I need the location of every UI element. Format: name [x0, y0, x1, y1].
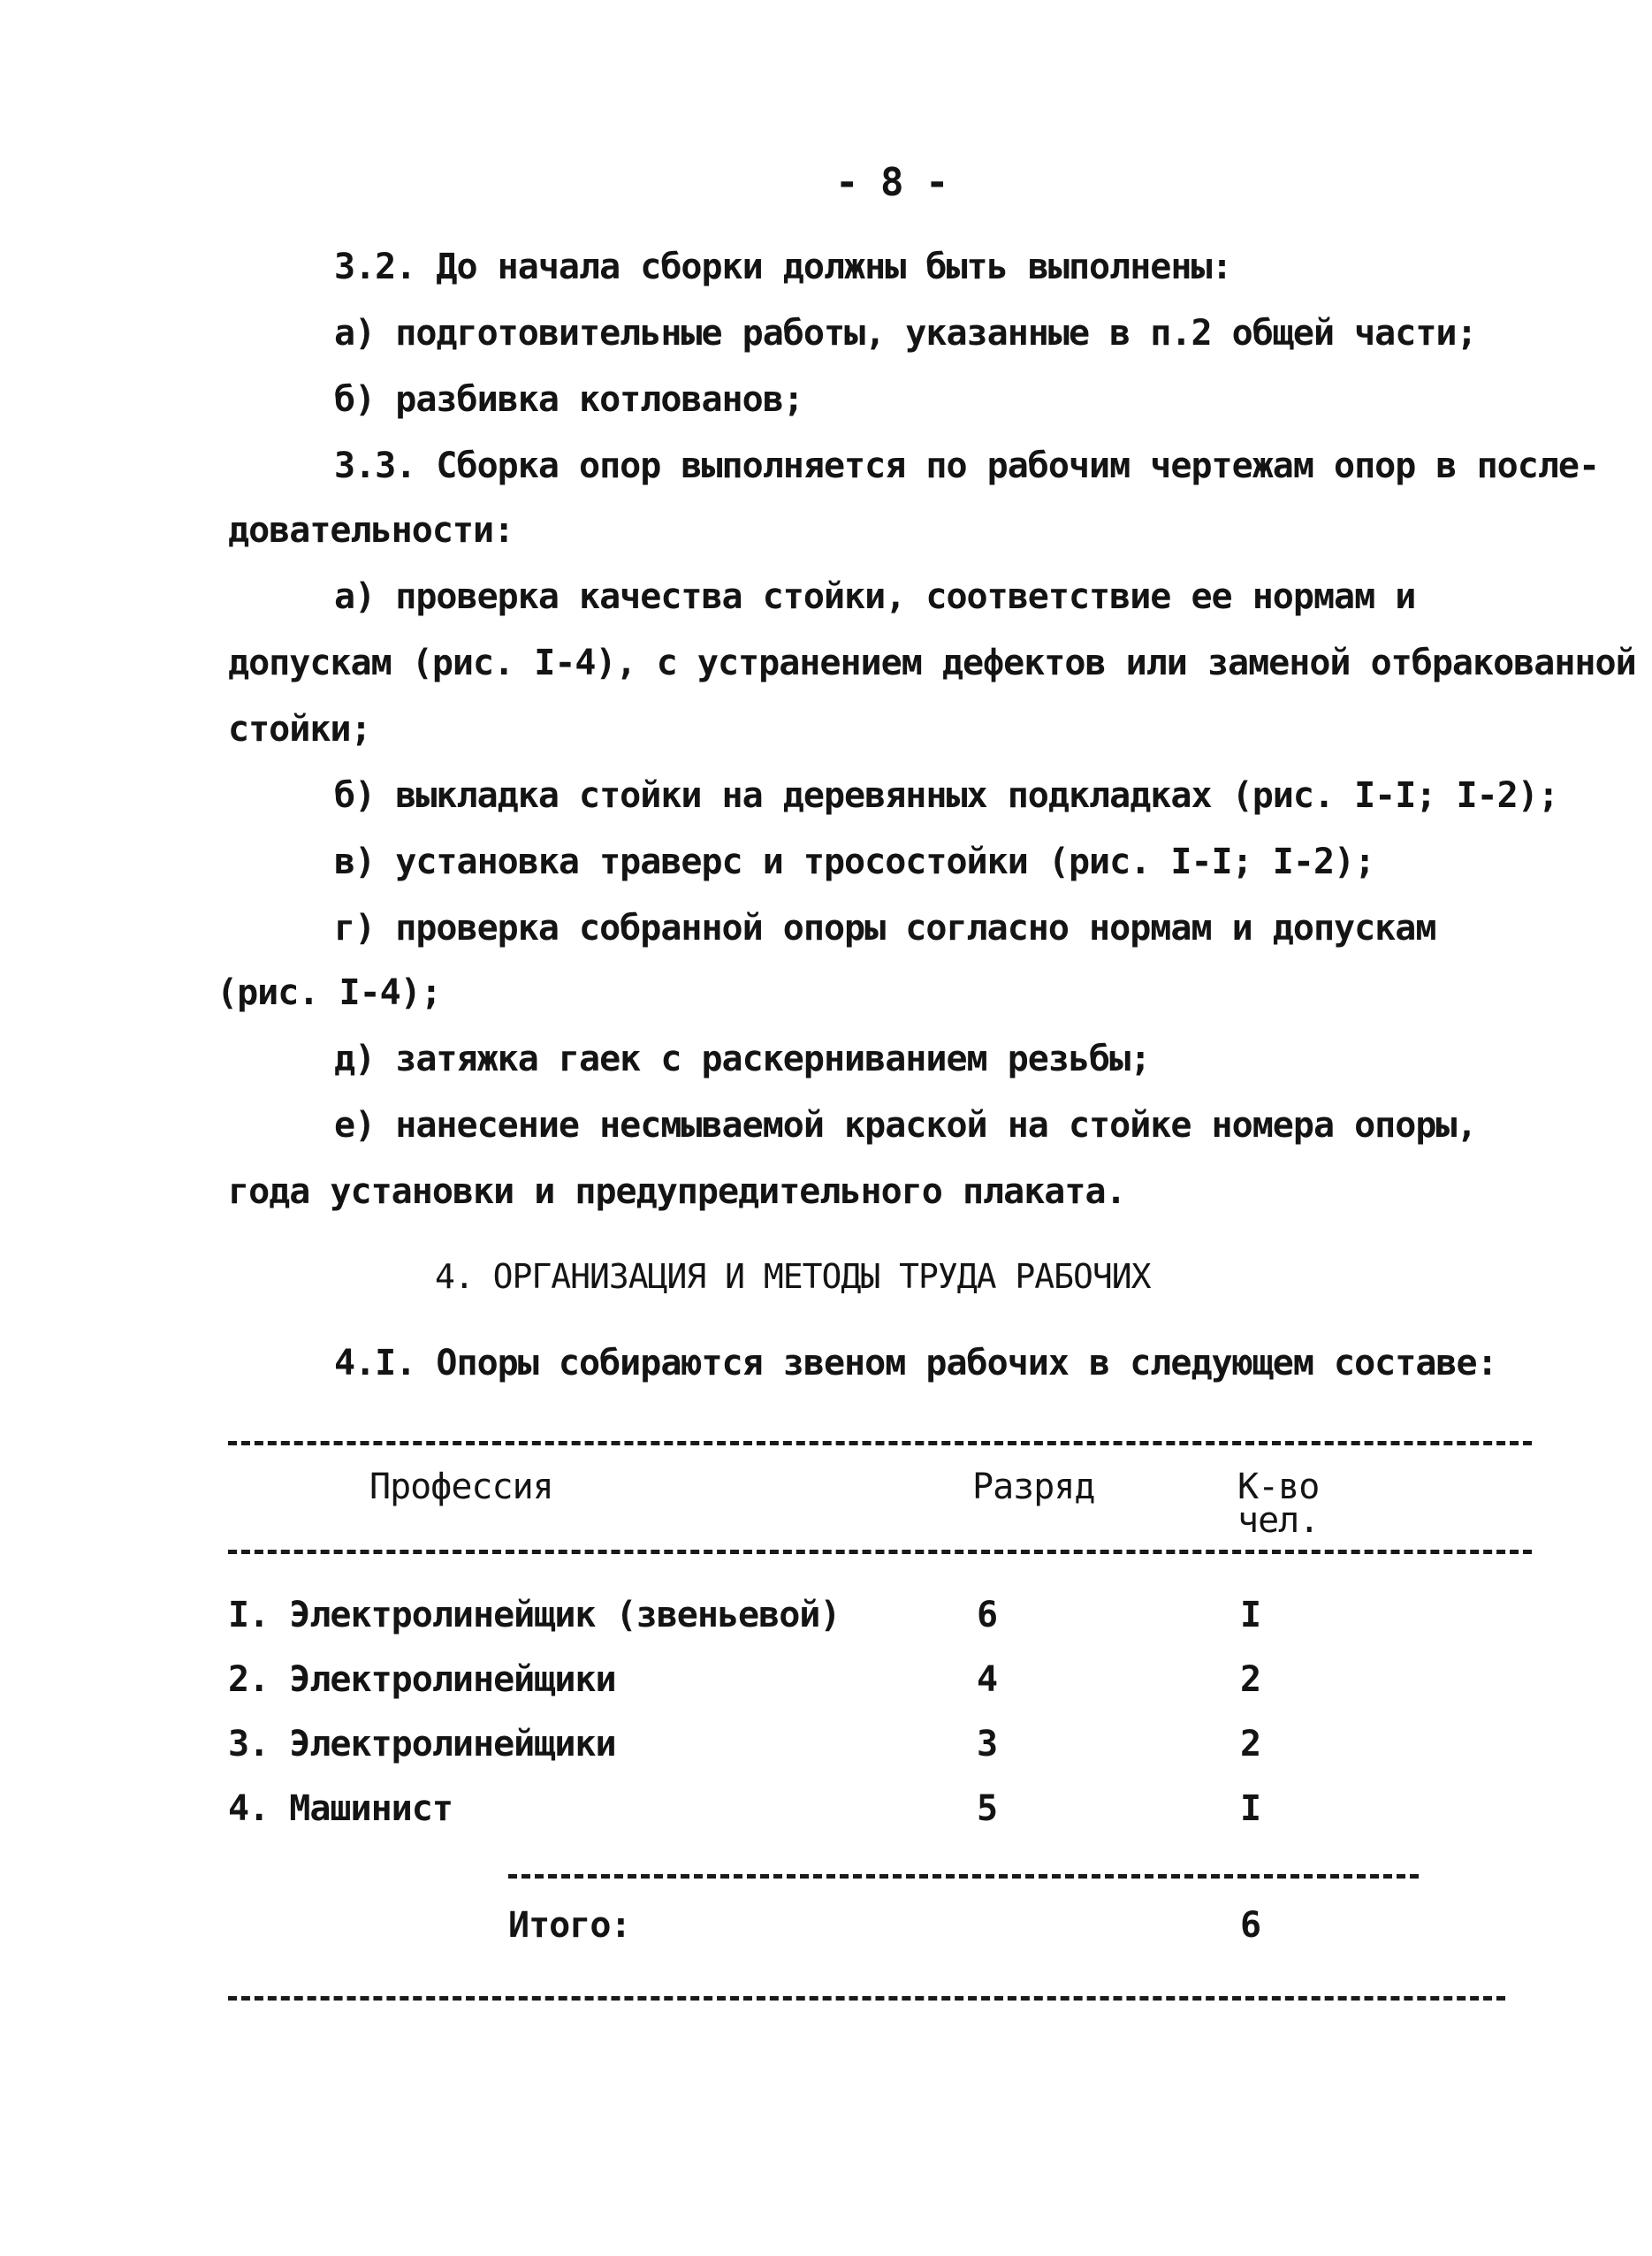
- item-g-line2: (рис. I-4);: [217, 972, 441, 1013]
- item-a-line3: стойки;: [228, 709, 371, 750]
- total-label: Итого:: [508, 1905, 631, 1946]
- paragraph-3-3-line1: 3.3. Сборка опор выполняется по рабочим чертежам опор в после-: [334, 446, 1600, 486]
- table-header-rule: [228, 1550, 1532, 1554]
- item-3-2-a: а) подготовительные работы, указанные в п.2 общей части;: [334, 313, 1477, 354]
- row-count: I: [1240, 1788, 1261, 1829]
- header-count-line1: К-во: [1237, 1467, 1320, 1507]
- item-3-2-b: б) разбивка котлованов;: [334, 379, 803, 420]
- item-d: д) затяжка гаек с раскерниванием резьбы;: [334, 1039, 1151, 1079]
- item-a-line1: а) проверка качества стойки, соответствие ее нормам и: [334, 576, 1416, 617]
- row-grade: 3: [977, 1724, 998, 1764]
- item-v: в) установка траверс и тросостойки (рис. I-I; I-2);: [334, 842, 1375, 882]
- table-top-rule: [228, 1441, 1532, 1445]
- header-grade: Разряд: [972, 1467, 1095, 1507]
- row-count: 2: [1240, 1659, 1261, 1700]
- item-e-line1: е) нанесение несмываемой краской на стойке номера опоры,: [334, 1105, 1477, 1146]
- table-bottom-rule: [228, 1996, 1505, 2001]
- header-profession: Профессия: [369, 1467, 553, 1507]
- row-grade: 6: [977, 1595, 998, 1635]
- total-rule: [508, 1874, 1419, 1879]
- paragraph-3-3-line2: довательности:: [228, 510, 514, 551]
- row-profession: 4. Машинист: [228, 1788, 453, 1829]
- item-g-line1: г) проверка собранной опоры согласно нормам и допускам: [334, 908, 1436, 949]
- row-profession: 2. Электролинейщики: [228, 1659, 616, 1700]
- paragraph-4-1: 4.I. Опоры собираются звеном рабочих в следующем составе:: [334, 1343, 1497, 1383]
- row-grade: 5: [977, 1788, 998, 1829]
- total-value: 6: [1240, 1905, 1261, 1946]
- item-e-line2: года установки и предупредительного плаката.: [228, 1171, 1126, 1212]
- item-b: б) выкладка стойки на деревянных подкладках (рис. I-I; I-2);: [334, 775, 1558, 816]
- paragraph-3-2: 3.2. До начала сборки должны быть выполнены:: [334, 247, 1232, 287]
- item-a-line2: допускам (рис. I-4), с устранением дефектов или заменой отбракованной: [228, 643, 1636, 683]
- header-count-line2: чел.: [1237, 1500, 1320, 1541]
- page-number: - 8 -: [835, 160, 948, 205]
- row-grade: 4: [977, 1659, 998, 1700]
- row-count: I: [1240, 1595, 1261, 1635]
- section-4-heading: 4. ОРГАНИЗАЦИЯ И МЕТОДЫ ТРУДА РАБОЧИХ: [435, 1257, 1151, 1296]
- row-count: 2: [1240, 1724, 1261, 1764]
- row-profession: I. Электролинейщик (звеньевой): [228, 1595, 841, 1635]
- row-profession: 3. Электролинейщики: [228, 1724, 616, 1764]
